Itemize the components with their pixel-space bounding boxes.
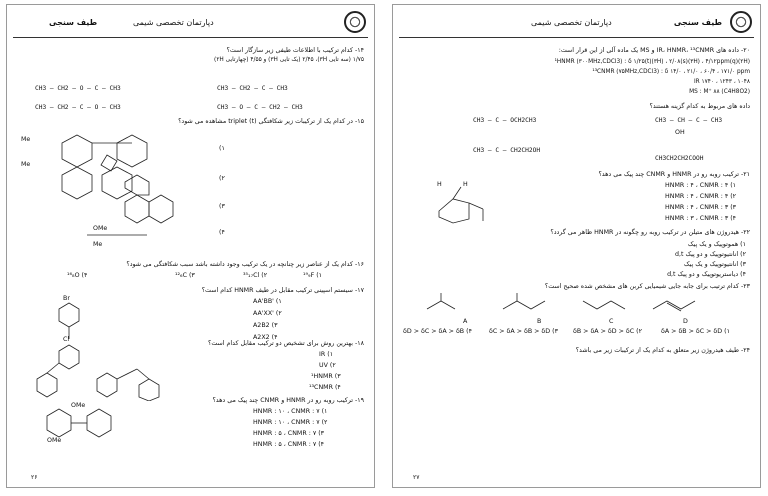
- q17-option-4: A2X2 (۴: [253, 334, 278, 341]
- question-23: ۲۳- کدام ترتیب برای جابه جایی شیمیایی کربن های مشخص شده صحیح است؟: [544, 283, 750, 290]
- q14-option-3: CH3 – O – C – CH2 – CH3: [217, 104, 303, 111]
- question-20: ۲۰- داده های IR، HNMR، ¹³CNMR و MS یک ماده آلی از این قرار است:: [558, 47, 750, 54]
- q20-option-3: CH3 – C – CH2CH2OH: [473, 147, 541, 154]
- q15-label-me-2: Me: [21, 161, 31, 168]
- q15-label-ome: OMe: [93, 225, 108, 232]
- q20-option-1: CH3 – C – OCH2CH3: [473, 117, 537, 124]
- q23-option-1: δA > δB > δC > δD (۱: [661, 328, 730, 335]
- question-14-data: ۱/۷۵ (سه تایی ۳H)، ۲/۴۵ (یک تایی ۳H) و ۴/۵۵ (چهارتایی ۲H): [214, 57, 364, 63]
- q15-structures: [47, 125, 207, 245]
- header-title: دپارتمان تخصصی شیمی: [133, 18, 214, 27]
- q22-option-3: ۳) انانتیوتوپیک و یک پیک: [683, 261, 746, 268]
- header-brand: طیف سنجی: [49, 18, 98, 27]
- header-title: دپارتمان تخصصی شیمی: [531, 18, 612, 27]
- q16-option-4: ¹⁶₈O (۴: [67, 272, 88, 279]
- q17-option-1: AA'BB' (۱: [253, 298, 282, 305]
- q19-option-1: HNMR : ۱۰ ، CNMR : ۷ (۱: [253, 408, 328, 415]
- left-page: طیف سنجی دپارتمان تخصصی شیمی ۱۴- کدام ترکیب با اطلاعات طیفی زیر سازگار است؟ ۱/۷۵ (سه تایی ۳H)، ۲/۴۵ (یک تایی ۳H) و ۴/۵۵ (چهارتایی ۲H) CH3 – CH2 – C – CH3 CH3 – CH2 – O – C – CH3 CH3 – O – C – CH2 – CH3 CH3 – CH2 – C – O – CH3 ۱۵- در کدام یک از ترکیبات زیر شکافتگی (t) triplet مشاهده می شود؟ (۱ (۲ (۳ (۴ Me Me OMe Me ۱۶- کدام یک از عناصر زیر چنانچه در یک ترکیب وجود داشته باشد سبب شکافتگی می شود؟ ¹⁹₉F (۱ ³⁵₁₇Cl (۲ ¹²₆C (۳ ¹⁶₈O (۴ ۱۷- سیستم اسپینی ترکیب مقابل در طیف HNMR کدام است؟ AA'BB' (۱ AA'XX' (۲ A2B2 (۳ A2X2 (۴ Br Cl ۱۸- بهترین روش برای تشخیص دو ترکیب مقابل کدام است؟ IR (۱ UV (۲ ¹HNMR (۳ ¹³CNMR (۴ ۱۹- ترکیب روبه رو در HNMR و CNMR چند پیک می دهد؟ HNMR : ۱۰ ، CNMR : ۷ (۱ HNMR : ۱۰ ، CNMR : ۷ (۲ HNMR : ۵ ، CNMR : ۷ (۳ HNMR : ۵ ، CNMR : ۷ (۴ OMe OMe ۲۶: [6, 4, 375, 488]
- logo-icon: [730, 11, 752, 33]
- right-page: [392, 4, 761, 488]
- q18-option-4: ¹³CNMR (۴: [309, 384, 341, 391]
- q16-option-2: ³⁵₁₇Cl (۲: [243, 272, 268, 279]
- q20-ir: IR ۱۷۴۰ ، ۱۲۴۳ ، ۱۰۴۸: [693, 79, 750, 85]
- question-19: ۱۹- ترکیب روبه رو در HNMR و CNMR چند پیک می دهد؟: [212, 397, 364, 404]
- page-header: [13, 11, 368, 38]
- header-brand: طیف سنجی: [673, 18, 722, 27]
- question-21: ۲۱- ترکیب روبه رو در HNMR و CNMR چند پیک می دهد؟: [598, 171, 750, 178]
- q18-option-3: ¹HNMR (۳: [311, 373, 341, 380]
- question-22: ۲۲- هیدروژن های متیلن در ترکیب روبه رو چگونه در HNMR ظاهر می گردد؟: [550, 229, 750, 236]
- page-header: [399, 11, 754, 38]
- q15-label-me-3: Me: [93, 241, 103, 248]
- q18-option-2: UV (۲: [319, 362, 336, 369]
- q20-ms: MS : M⁺ ۸۸ (C4H8O2): [689, 89, 750, 95]
- question-24: ۲۴- طیف هیدروژن زیر متعلق به کدام یک از ترکیبات زیر می باشد؟: [575, 347, 750, 354]
- page-number: ۲۷: [413, 474, 420, 481]
- question-14: ۱۴- کدام ترکیب با اطلاعات طیفی زیر سازگار است؟: [226, 47, 364, 54]
- question-16: ۱۶- کدام یک از عناصر زیر چنانچه در یک ترکیب وجود داشته باشد سبب شکافتگی می شود؟: [126, 261, 364, 268]
- q23-label-d: D: [683, 318, 688, 325]
- q17-option-3: A2B2 (۳: [253, 322, 278, 329]
- q21-option-3: HNMR : ۴ ، CNMR : ۳ (۳: [665, 204, 737, 211]
- q16-option-3: ¹²₆C (۳: [175, 272, 195, 279]
- question-17: ۱۷- سیستم اسپینی ترکیب مقابل در طیف HNMR کدام است؟: [201, 287, 364, 294]
- q20-subtitle: داده های مربوط به کدام گزینه هستند؟: [649, 103, 750, 110]
- question-15: ۱۵- در کدام یک از ترکیبات زیر شکافتگی (t) triplet مشاهده می شود؟: [178, 118, 364, 125]
- q19-label-ome-1: OMe: [71, 402, 86, 409]
- q14-option-1: CH3 – CH2 – C – CH3: [217, 85, 288, 92]
- q19-label-ome-2: OMe: [47, 437, 62, 444]
- q23-label-c: C: [609, 318, 614, 325]
- q22-option-4: ۴) دیاستریوتوپیک و دو پیک d,t: [667, 271, 746, 278]
- q21-label-h2: H: [463, 181, 468, 188]
- q20-oh: OH: [675, 129, 685, 136]
- q19-option-4: HNMR : ۵ ، CNMR : ۷ (۴: [253, 441, 325, 448]
- page-number: ۲۶: [31, 474, 38, 481]
- q19-option-2: HNMR : ۱۰ ، CNMR : ۷ (۲: [253, 419, 328, 426]
- q23-structures: [417, 293, 717, 319]
- q23-option-2: δB > δA > δD > δC (۲: [573, 328, 642, 335]
- logo-icon: [344, 11, 366, 33]
- q20-cnmr: ¹³CNMR (۷۵MHz,CDCl3) : δ ۱۴/۰ ، ۲۱/۰ ، ۶۰/۴ ، ۱۷۱/۰ ppm: [592, 69, 750, 75]
- q23-option-4: δD > δC > δA > δB (۴: [403, 328, 472, 335]
- q20-option-4: CH3CH2CH2COOH: [655, 155, 704, 162]
- q21-option-4: HNMR : ۳ ، CNMR : ۳ (۴: [665, 215, 737, 222]
- question-18: ۱۸- بهترین روش برای تشخیص دو ترکیب مقابل کدام است؟: [207, 340, 364, 347]
- q19-structure: [41, 407, 121, 441]
- q14-option-4: CH3 – CH2 – C – O – CH3: [35, 104, 121, 111]
- q22-option-2: ۲) انانتیوتوپیک و دو پیک d,t: [674, 251, 746, 258]
- q21-label-h1: H: [437, 181, 442, 188]
- q18-option-1: IR (۱: [319, 351, 334, 358]
- q23-label-b: B: [537, 318, 542, 325]
- q20-hnmr: ¹HNMR (۳۰۰MHz,CDCl3) : δ ۱/۲۵(t)(۳H) ، ۲/۰۸(s)(۳H) ، ۴/۱۲ppm(q)(۲H): [554, 59, 750, 65]
- cl-label: Cl: [63, 336, 70, 343]
- q19-option-3: HNMR : ۵ ، CNMR : ۷ (۳: [253, 430, 325, 437]
- q16-option-1: ¹⁹₉F (۱: [303, 272, 323, 279]
- q21-option-1: HNMR : ۴ ، CNMR : ۴ (۱: [665, 182, 737, 189]
- q17-q18-structures: [27, 301, 167, 401]
- q17-option-2: AA'XX' (۲: [253, 310, 282, 317]
- q23-label-a: A: [463, 318, 468, 325]
- br-label: Br: [63, 295, 70, 302]
- q22-option-1: ۱) هموتوپیک و یک پیک: [687, 241, 746, 248]
- q21-option-2: HNMR : ۴ ، CNMR : ۴ (۲: [665, 193, 737, 200]
- q20-option-2: CH3 – CH – C – CH3: [655, 117, 723, 124]
- q23-option-3: δC > δA > δB > δD (۳: [489, 328, 558, 335]
- q14-option-2: CH3 – CH2 – O – C – CH3: [35, 85, 121, 92]
- q15-label-me-1: Me: [21, 136, 31, 143]
